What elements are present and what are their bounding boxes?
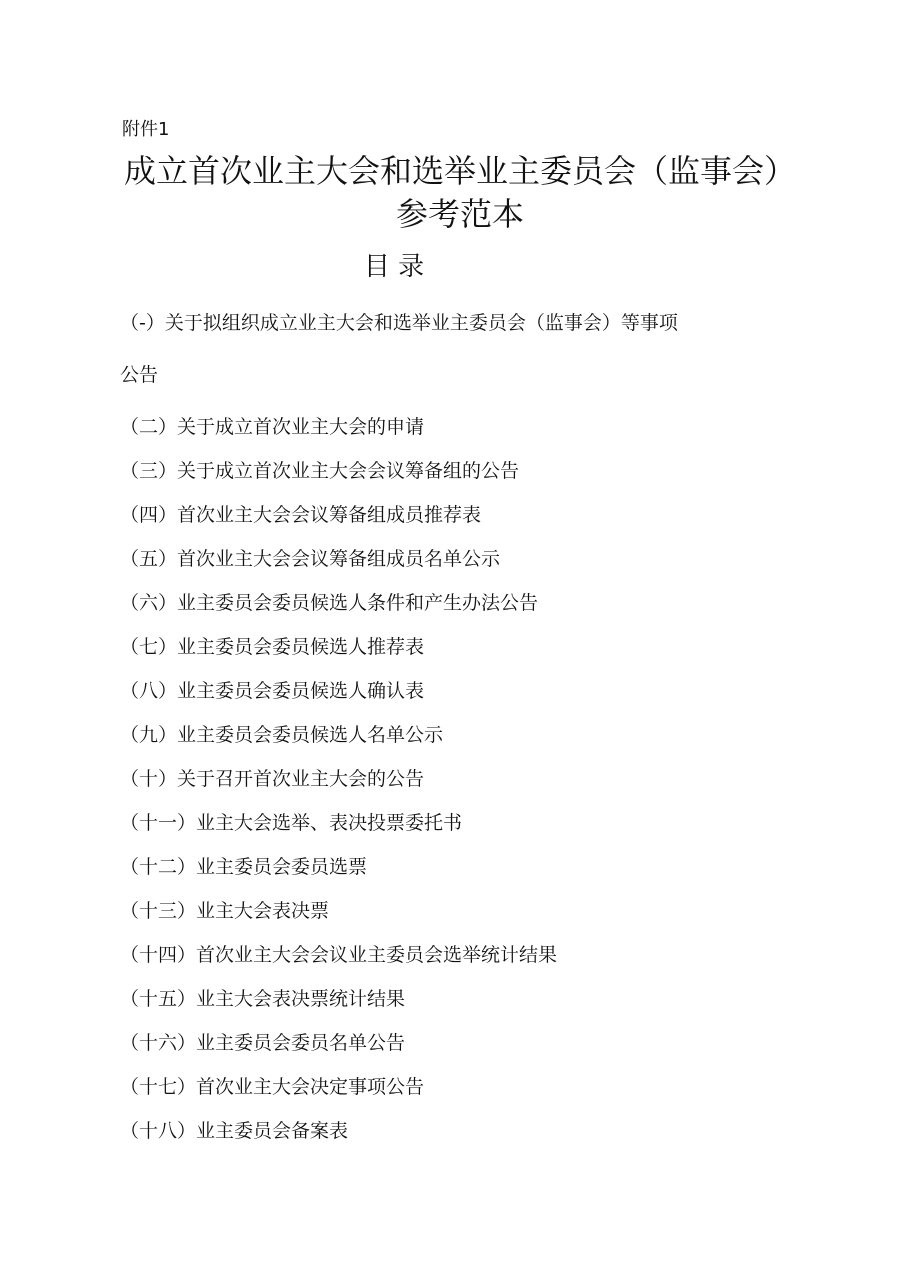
toc-item: 公告	[120, 364, 159, 386]
toc-item: （十一）业主大会选举、表决投票委托书	[120, 812, 463, 834]
toc-item: （六）业主委员会委员候选人条件和产生办法公告	[120, 592, 539, 614]
toc-item: （九）业主委员会委员候选人名单公示	[120, 724, 444, 746]
toc-item: （十）关于召开首次业主大会的公告	[120, 768, 425, 790]
toc-item: （八）业主委员会委员候选人确认表	[120, 680, 425, 702]
toc-item: （五）首次业主大会会议筹备组成员名单公示	[120, 548, 501, 570]
toc-item: （十七）首次业主大会决定事项公告	[120, 1076, 425, 1098]
toc-item: （三）关于成立首次业主大会会议筹备组的公告	[120, 460, 520, 482]
toc-item: （十三）业主大会表决票	[120, 900, 330, 922]
table-of-contents	[120, 306, 820, 1158]
document-title-line-1: 成立首次业主大会和选举业主委员会（监事会）	[123, 152, 796, 190]
toc-item: （七）业主委员会委员候选人推荐表	[120, 636, 425, 658]
toc-item: （十八）业主委员会备案表	[120, 1120, 349, 1142]
toc-item: （十五）业主大会表决票统计结果	[120, 988, 406, 1010]
attachment-label: 附件1	[122, 119, 170, 140]
toc-heading: 目 录	[363, 252, 425, 282]
toc-item: （-）关于拟组织成立业主大会和选举业主委员会（监事会）等事项	[120, 312, 678, 334]
toc-item: （二）关于成立首次业主大会的申请	[120, 416, 425, 438]
toc-item: （十二）业主委员会委员选票	[120, 856, 368, 878]
toc-item: （十四）首次业主大会会议业主委员会选举统计结果	[120, 944, 558, 966]
document-title-line-2: 参考范本	[395, 195, 524, 233]
toc-item: （十六）业主委员会委员名单公告	[120, 1032, 406, 1054]
toc-item: （四）首次业主大会会议筹备组成员推荐表	[120, 504, 482, 526]
